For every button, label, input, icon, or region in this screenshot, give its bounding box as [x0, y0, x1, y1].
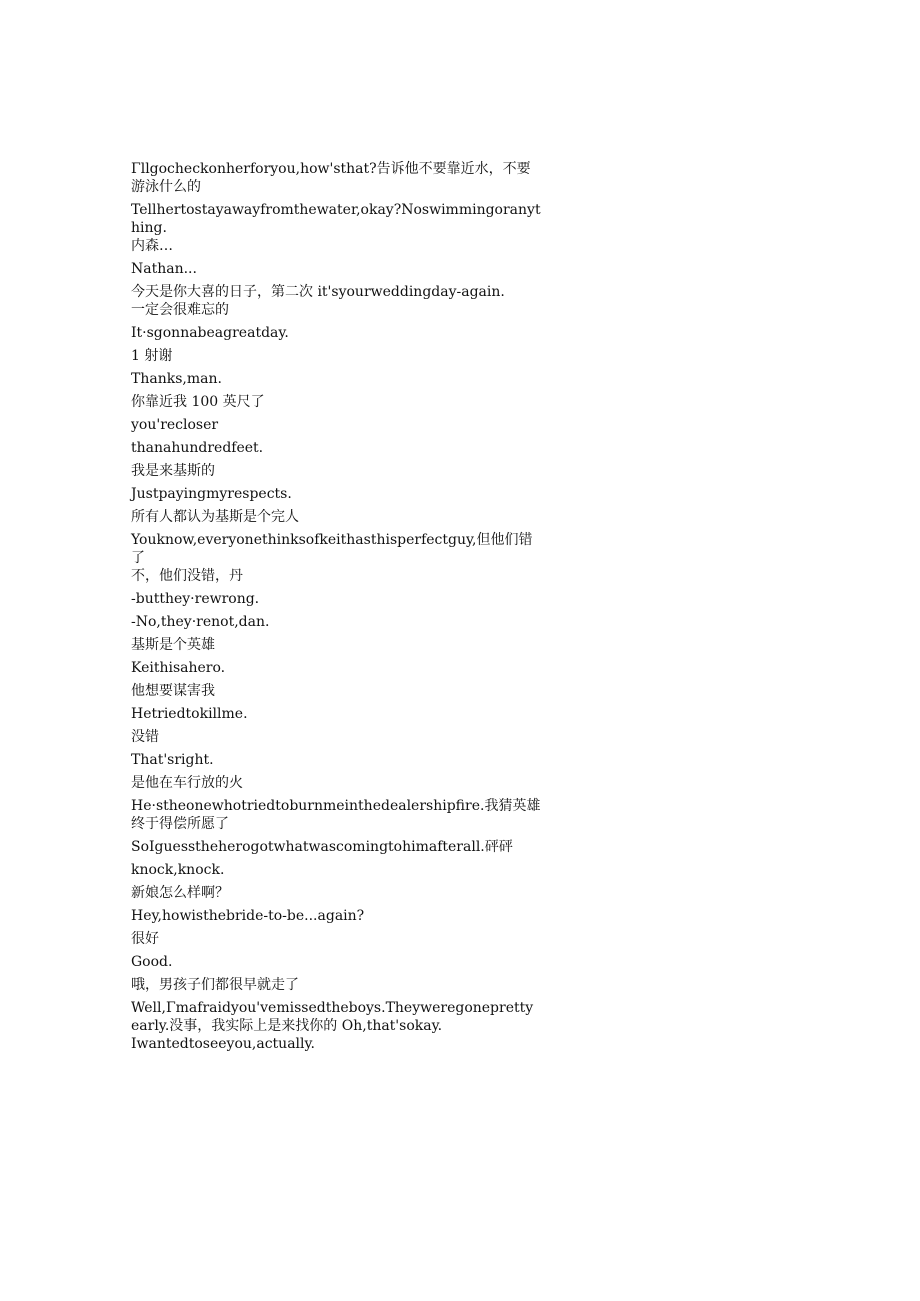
text-line: 没错	[131, 729, 159, 745]
text-line: Hey,howisthebride-to-be...again?	[131, 908, 365, 924]
text-line: 我是来基斯的	[131, 463, 215, 479]
text-line: 内森…	[131, 238, 173, 254]
text-line: 新娘怎么样啊？	[131, 885, 229, 901]
text-line: 他想要谋害我	[131, 683, 215, 699]
text-line: 是他在车行放的火	[131, 775, 243, 791]
text-line: 一定会很难忘的	[131, 302, 229, 318]
text-line: Γllgocheckonherforyou,how'sthat?告诉他不要靠近水，不要游泳什么的	[131, 161, 531, 195]
text-line: SoIguesstheherogotwhatwascomingtohimafterall.砰砰	[131, 839, 513, 855]
text-line: Tellhertostayawayfromthewater,okay?Noswimmingoranything.	[131, 202, 541, 236]
text-line: Justpayingmyrespects.	[131, 486, 292, 502]
text-line: 所有人都认为基斯是个完人	[131, 509, 299, 525]
text-line: He·stheonewhotriedtoburnmeinthedealershipfire.我猜英雄	[131, 798, 541, 814]
text-line: 基斯是个英雄	[131, 637, 215, 653]
text-line: Thanks,man.	[131, 371, 222, 387]
text-line: 很好	[131, 931, 159, 947]
text-line: -No,they·renot,dan.	[131, 614, 270, 630]
text-line: Iwantedtoseeyou,actually.	[131, 1036, 315, 1052]
text-line: thanahundredfeet.	[131, 440, 264, 456]
text-line: 1 射谢	[131, 348, 173, 364]
text-line: 不，他们没错，丹	[131, 568, 243, 584]
text-line: Well,Γmafraidyou'vemissedtheboys.Theyweregoneprettyearly.没事，我实际上是来找你的 Oh,that'sokay.	[131, 1000, 534, 1034]
document-page	[131, 160, 541, 1053]
text-line: Keithisahero.	[131, 660, 226, 676]
text-line: Nathan...	[131, 261, 197, 277]
text-line: -butthey·rewrong.	[131, 591, 260, 607]
text-line: Hetriedtokillme.	[131, 706, 248, 722]
text-line: That'sright.	[131, 752, 214, 768]
text-line: 你靠近我 100 英尺了	[131, 394, 265, 410]
text-line: 哦，男孩子们都很早就走了	[131, 977, 299, 993]
text-line: 今天是你大喜的日子，第二次 it'syourweddingday-again.	[131, 284, 505, 300]
text-line: Youknow,everyonethinksofkeithasthisperfectguy,但他们错了	[131, 532, 533, 566]
text-line: Good.	[131, 954, 173, 970]
text-line: knock,knock.	[131, 862, 225, 878]
text-line: you'recloser	[131, 417, 219, 433]
text-line: It·sgonnabeagreatday.	[131, 325, 289, 341]
text-line: 终于得偿所愿了	[131, 816, 229, 832]
